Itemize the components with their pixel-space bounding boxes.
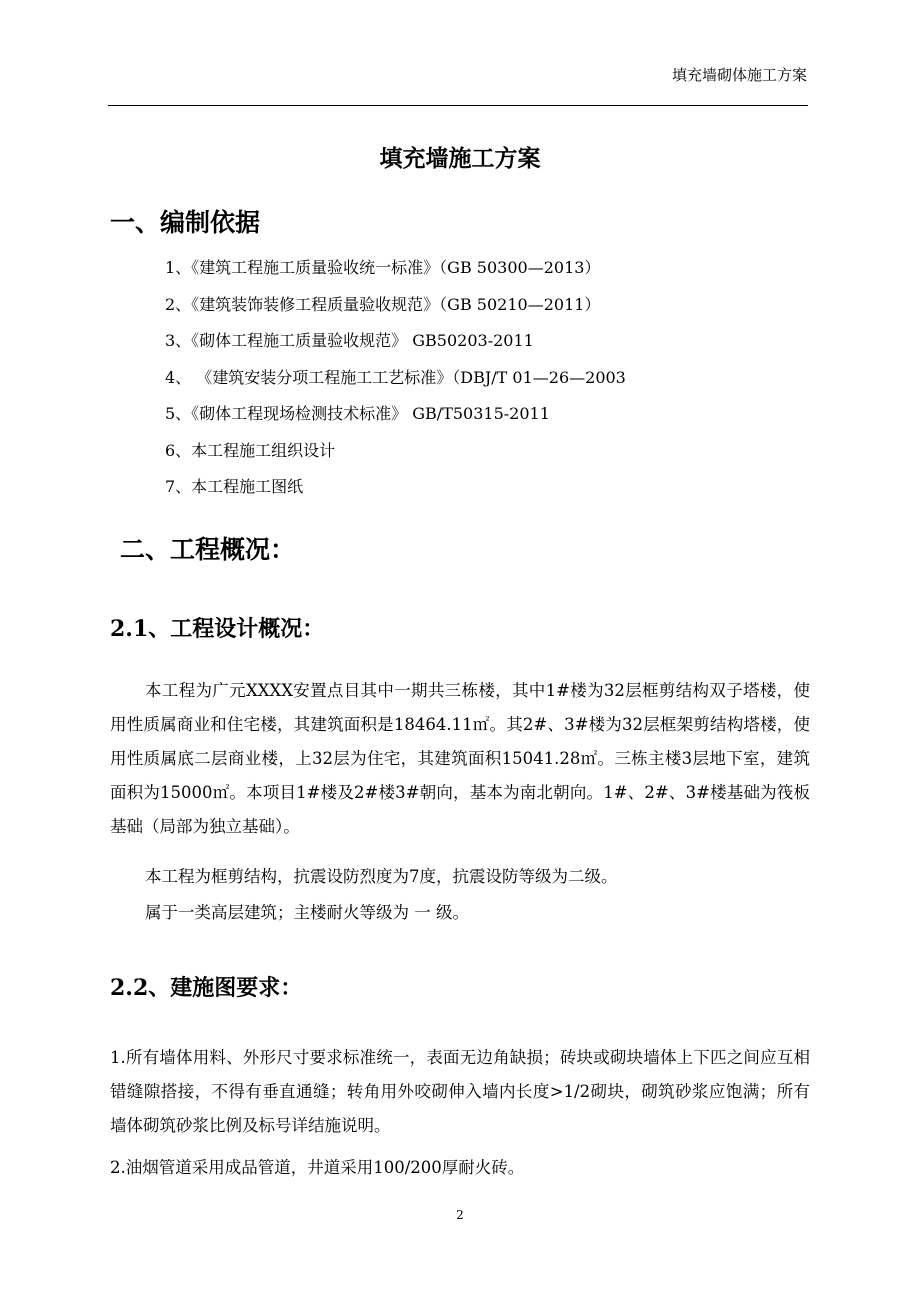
list-item: 7、本工程施工图纸: [165, 477, 304, 496]
paragraph-requirement-1: 1.所有墙体用料、外形尺寸要求标准统一，表面无边角缺损；砖块或砌块墙体上下匹之间应互相错缝隙搭接，不得有垂直通缝；转角用外咬砌伸入墙内长度>1/2砌块，砌筑砂浆应饱满；所有墙体砌筑砂浆比例及标号详结施说明。: [110, 1048, 810, 1135]
list-item: 2、《建筑装饰装修工程质量验收规范》（GB 50210—2011）: [165, 294, 601, 314]
subsection-heading-design: 2.1、工程设计概况：: [110, 616, 325, 642]
running-header: 填充墙砌体施工方案: [671, 66, 807, 84]
paragraph-structure: 本工程为框剪结构，抗震设防烈度为7度，抗震设防等级为二级。: [145, 867, 618, 886]
list-item: 6、本工程施工组织设计: [165, 440, 336, 460]
paragraph-fire-rating: 属于一类高层建筑；主楼耐火等级为 一 级。: [145, 903, 469, 922]
section-heading-overview: 二、工程概况：: [120, 535, 296, 564]
list-item: 3、《砌体工程施工质量验收规范》 GB50203-2011: [165, 331, 534, 350]
list-item: 1、《建筑工程施工质量验收统一标准》（GB 50300—2013）: [165, 258, 601, 277]
page-number: 2: [456, 1208, 464, 1222]
list-item: 4、 《建筑安装分项工程施工工艺标准》（DBJ/T 01—26—2003: [165, 367, 626, 387]
reference-list: [165, 255, 626, 511]
subsection-heading-requirements: 2.2、建施图要求：: [110, 975, 303, 1001]
paragraph-requirement-2: 2.油烟管道采用成品管道，井道采用100/200厚耐火砖。: [110, 1158, 525, 1177]
paragraph-overview: 本工程为广元XXXX安置点目其中一期共三栋楼，其中1#楼为32层框剪结构双子塔楼，使用性质属商业和住宅楼，其建筑面积是18464.11㎡。其2#、3#楼为32层框架剪结构塔楼，使用性质属底二层商业楼，上32层为住宅，其建筑面积15041.28㎡。三栋主楼3层地下室，建筑面积为15000㎡。本项目1#楼及2#楼3#朝向，基本为南北朝向。1#、2#、3#楼基础为筏板基础（局部为独立基础）。: [110, 681, 810, 836]
list-item: 5、《砌体工程现场检测技术标准》 GB/T50315-2011: [165, 404, 550, 423]
document-title: 填充墙施工方案: [379, 145, 541, 172]
section-heading-basis: 一、编制依据: [110, 208, 261, 237]
header-divider: [108, 105, 808, 106]
